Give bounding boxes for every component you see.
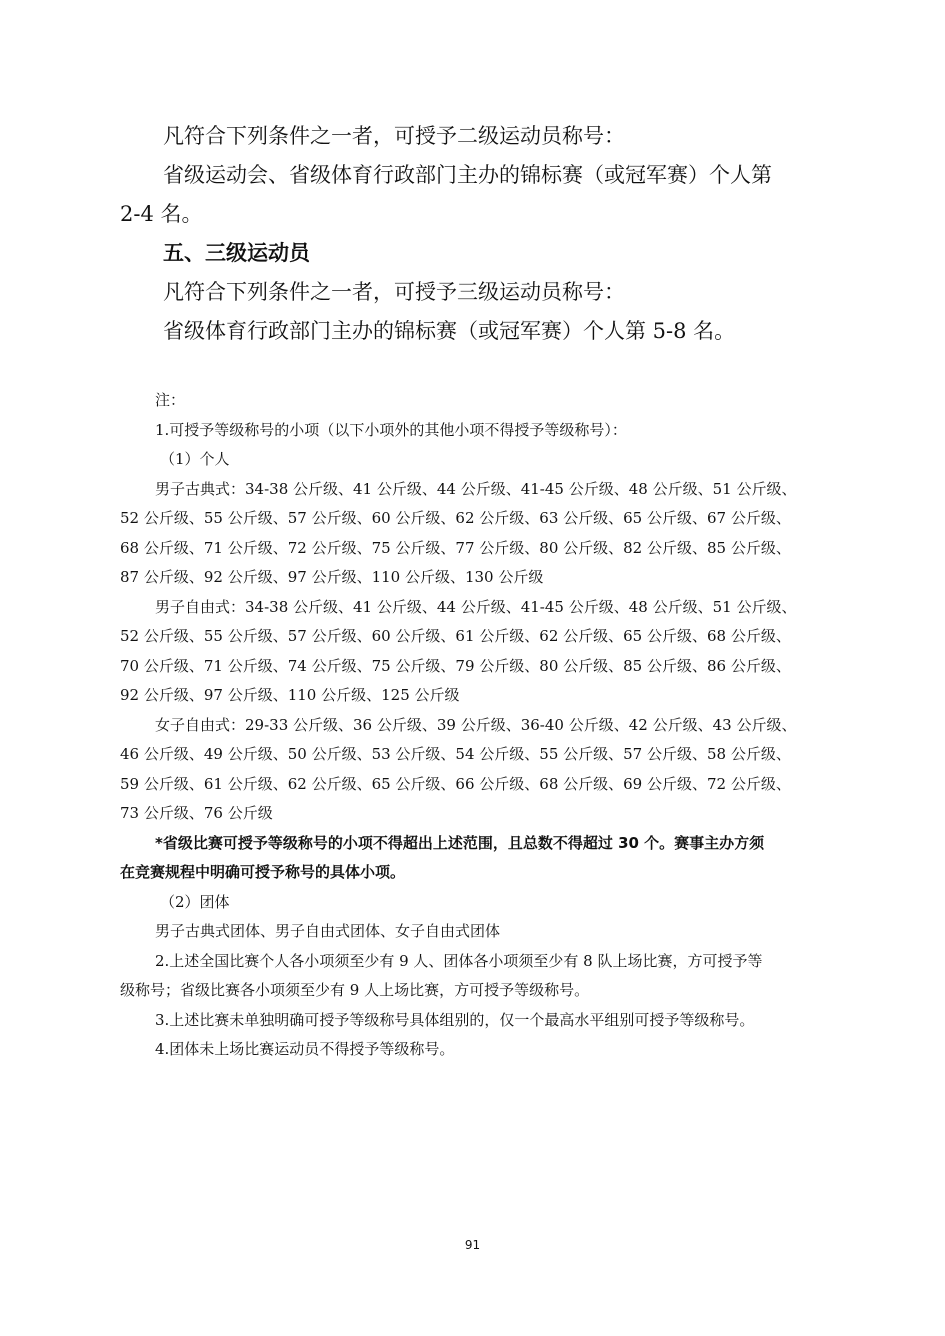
note-3: 3.上述比赛未单独明确可授予等级称号具体组别的，仅一个最高水平组别可授予等级称号。 — [155, 1010, 755, 1029]
note-4: 4.团体未上场比赛运动员不得授予等级称号。 — [155, 1040, 455, 1058]
team-list: 男子古典式团体、男子自由式团体、女子自由式团体 — [155, 922, 501, 940]
freestyle-women-line: 女子自由式：29-33 公斤级、36 公斤级、39 公斤级、36-40 公斤级、42 公斤级、43 公斤级、 — [155, 715, 797, 734]
freestyle-men-line: 52 公斤级、55 公斤级、57 公斤级、60 公斤级、61 公斤级、62 公斤级、65 公斤级、68 公斤级、 — [120, 627, 791, 645]
freestyle-men-line: 70 公斤级、71 公斤级、74 公斤级、75 公斤级、79 公斤级、80 公斤级、85 公斤级、86 公斤级、 — [120, 656, 791, 675]
note-2-line: 2.上述全国比赛个人各小项须至少有 9 人、团体各小项须至少有 8 队上场比赛，方可授予等 — [155, 951, 763, 970]
notes-section — [120, 386, 826, 1065]
note-1: 1.可授予等级称号的小项（以下小项外的其他小项不得授予等级称号）： — [155, 420, 627, 439]
team-heading: （2）团体 — [160, 892, 230, 911]
greco-line: 87 公斤级、92 公斤级、97 公斤级、110 公斤级、130 公斤级 — [120, 568, 544, 586]
section-heading-third-class: 五、三级运动员 — [163, 241, 310, 265]
bold-note-line: *省级比赛可授予等级称号的小项不得超出上述范围，且总数不得超过 30 个。赛事主办方须 — [155, 833, 765, 852]
freestyle-men-line: 男子自由式：34-38 公斤级、41 公斤级、44 公斤级、41-45 公斤级、48 公斤级、51 公斤级、 — [155, 597, 797, 616]
bold-note-line: 在竞赛规程中明确可授予称号的具体小项。 — [120, 863, 406, 881]
notes-label: 注： — [155, 391, 186, 409]
greco-line: 68 公斤级、71 公斤级、72 公斤级、75 公斤级、77 公斤级、80 公斤级、82 公斤级、85 公斤级、 — [120, 538, 791, 557]
note-2-line: 级称号；省级比赛各小项须至少有 9 人上场比赛，方可授予等级称号。 — [120, 981, 590, 999]
freestyle-women-line: 59 公斤级、61 公斤级、62 公斤级、65 公斤级、66 公斤级、68 公斤级、69 公斤级、72 公斤级、 — [120, 774, 791, 793]
freestyle-women-line: 73 公斤级、76 公斤级 — [120, 804, 273, 822]
individual-heading: （1）个人 — [160, 450, 230, 468]
page-number: 91 — [464, 1238, 481, 1252]
paragraph-second-class-condition: 省级运动会、省级体育行政部门主办的锦标赛（或冠军赛）个人第 — [163, 163, 772, 187]
paragraph-third-class-intro: 凡符合下列条件之一者，可授予三级运动员称号： — [163, 280, 625, 304]
greco-line: 52 公斤级、55 公斤级、57 公斤级、60 公斤级、62 公斤级、63 公斤级、65 公斤级、67 公斤级、 — [120, 509, 791, 527]
freestyle-women-line: 46 公斤级、49 公斤级、50 公斤级、53 公斤级、54 公斤级、55 公斤级、57 公斤级、58 公斤级、 — [120, 745, 791, 763]
freestyle-men-line: 92 公斤级、97 公斤级、110 公斤级、125 公斤级 — [120, 686, 460, 704]
paragraph-second-class-condition-cont: 2-4 名。 — [120, 202, 203, 226]
paragraph-third-class-condition: 省级体育行政部门主办的锦标赛（或冠军赛）个人第 5-8 名。 — [163, 319, 736, 343]
greco-line: 男子古典式：34-38 公斤级、41 公斤级、44 公斤级、41-45 公斤级、48 公斤级、51 公斤级、 — [155, 479, 797, 498]
paragraph-second-class-intro: 凡符合下列条件之一者，可授予二级运动员称号： — [163, 124, 625, 148]
